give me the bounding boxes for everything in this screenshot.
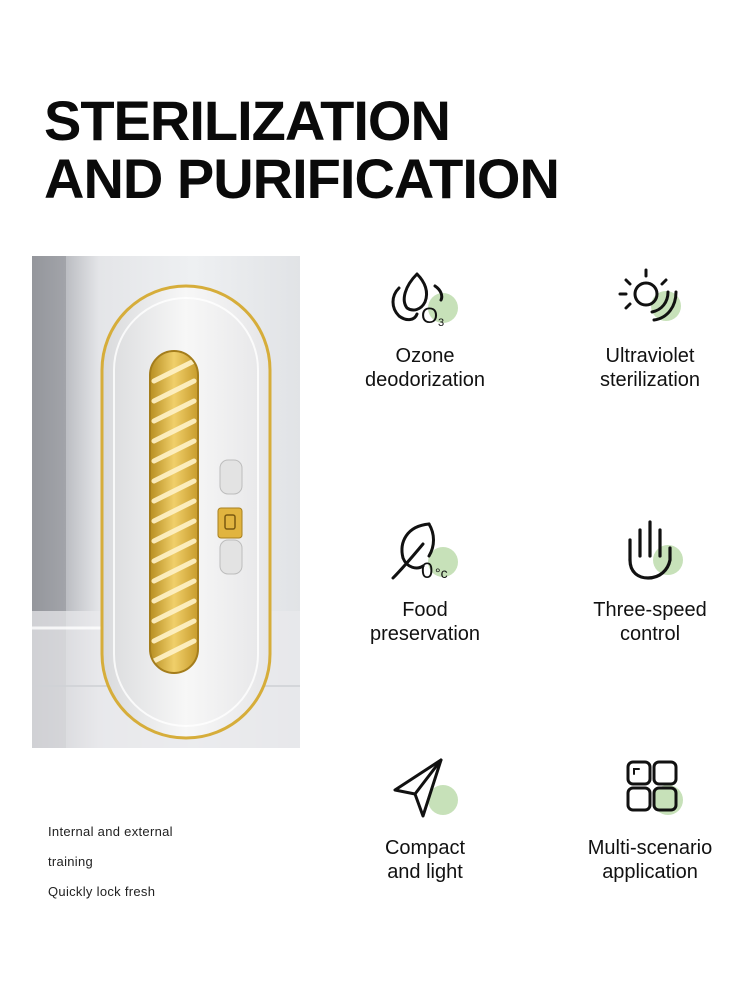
hand-touch-icon (602, 516, 698, 588)
ozone-subscript: 3 (438, 317, 445, 329)
feature-label-line2: preservation (369, 623, 481, 645)
feature-multi-scenario-application (550, 754, 750, 884)
feature-label-line1: Three-speed (593, 599, 707, 621)
feature-label (325, 598, 525, 646)
feature-ozone-deodorization (325, 262, 525, 392)
feature-label-line1: Ultraviolet (605, 345, 695, 367)
caption-line: training (48, 854, 94, 869)
caption-line: Quickly lock fresh (48, 884, 156, 899)
feature-compact-and-light (325, 754, 525, 884)
paper-plane-icon (377, 754, 473, 826)
feature-label (550, 344, 750, 392)
page-title (44, 89, 724, 210)
feature-label-line2: control (619, 623, 681, 645)
feature-label-line2: deodorization (364, 369, 486, 391)
feature-label-line1: Multi-scenario (587, 837, 713, 859)
feature-label-line1: Ozone (395, 345, 455, 367)
feature-three-speed-control (550, 516, 750, 646)
temperature-value: 0 (421, 558, 434, 583)
caption-list (48, 822, 288, 912)
feature-label-line2: application (602, 861, 698, 883)
title-line-1: STERILIZATION (44, 89, 450, 152)
feature-label (550, 836, 750, 884)
ozone-leaf-icon (377, 262, 473, 334)
leaf-thermometer-icon (377, 516, 473, 588)
feature-label (550, 598, 750, 646)
sun-uv-icon (602, 262, 698, 334)
feature-food-preservation (325, 516, 525, 646)
feature-label-line1: Food (402, 599, 448, 621)
feature-ultraviolet-sterilization (550, 262, 750, 392)
feature-label (325, 344, 525, 392)
product-photo (32, 256, 300, 748)
temperature-unit: °c (435, 565, 448, 581)
grid-apps-icon (602, 754, 698, 826)
caption-line: Internal and external (48, 824, 173, 839)
title-line-2: AND PURIFICATION (44, 147, 559, 210)
svg-text:O: O (421, 303, 439, 328)
sterilizer-device-illustration (32, 256, 300, 748)
feature-label-line2: sterilization (599, 369, 701, 391)
feature-label (325, 836, 525, 884)
feature-label-line2: and light (387, 861, 463, 883)
feature-label-line1: Compact (384, 837, 466, 859)
